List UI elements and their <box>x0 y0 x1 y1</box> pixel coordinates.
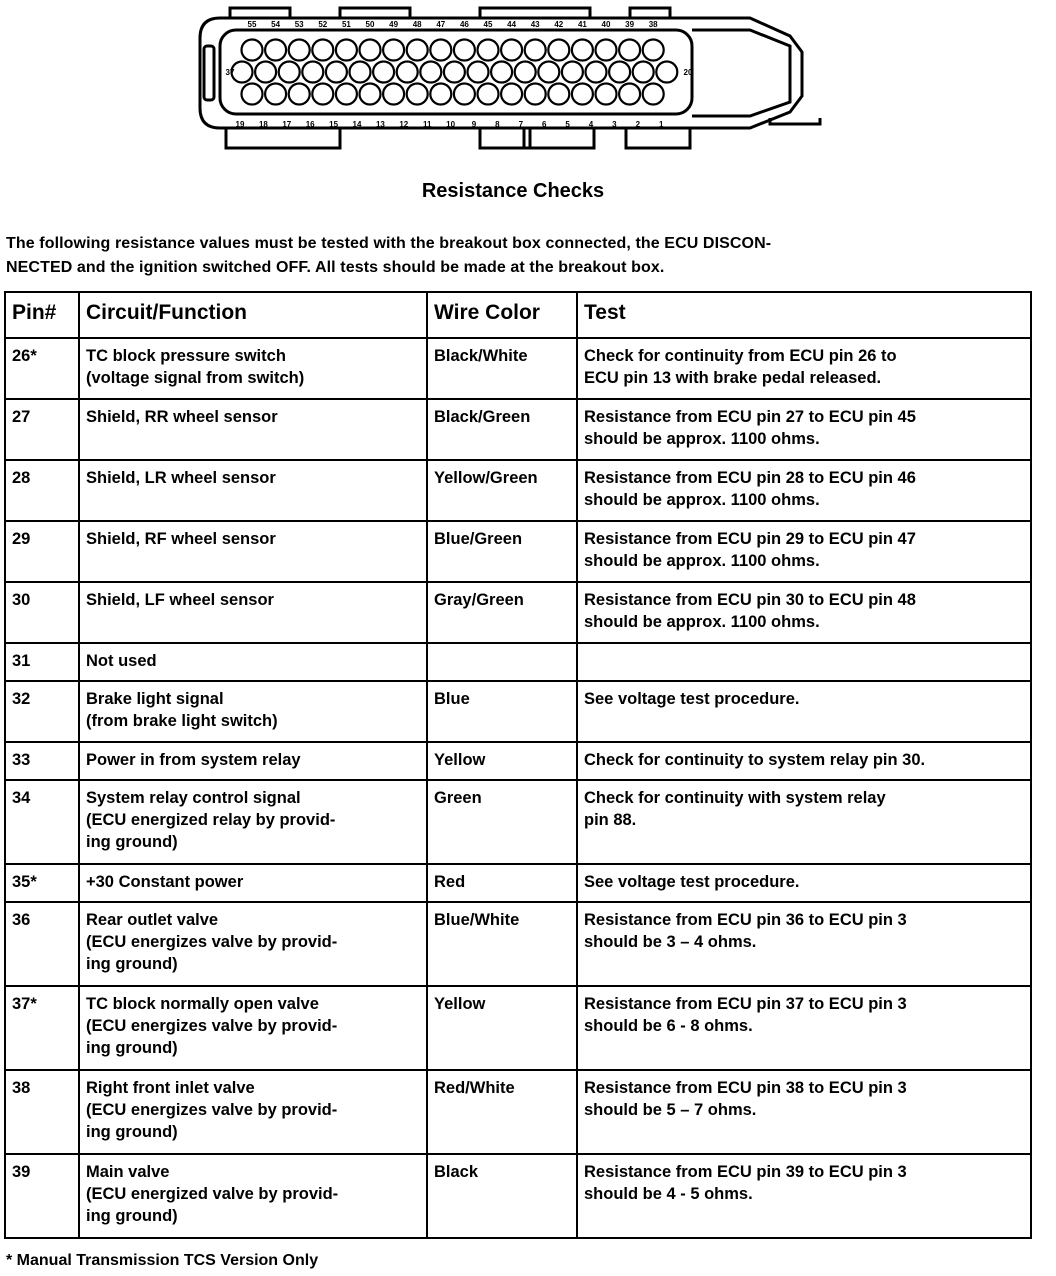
cell-wire-color: Gray/Green <box>427 582 577 643</box>
cell-pin: 33 <box>5 742 79 780</box>
cell-test: Resistance from ECU pin 30 to ECU pin 48 should be approx. 1100 ohms. <box>577 582 1031 643</box>
connector-pin <box>491 62 512 83</box>
connector-pin <box>596 84 617 105</box>
top-pin-number: 38 <box>648 20 658 29</box>
connector-pin <box>360 40 381 61</box>
cell-circuit: Shield, LR wheel sensor <box>79 460 427 521</box>
top-pin-number: 51 <box>341 20 351 29</box>
connector-bottom-tab <box>226 128 340 148</box>
cell-test: Resistance from ECU pin 36 to ECU pin 3 should be 3 – 4 ohms. <box>577 902 1031 986</box>
connector-pin <box>633 62 654 83</box>
connector-pin <box>562 62 583 83</box>
table-row <box>5 986 1031 1070</box>
cell-wire-color: Yellow <box>427 742 577 780</box>
cell-circuit: System relay control signal (ECU energized relay by provid- ing ground) <box>79 780 427 864</box>
cell-wire-color: Black <box>427 1154 577 1238</box>
cell-test: Resistance from ECU pin 37 to ECU pin 3 should be 6 - 8 ohms. <box>577 986 1031 1070</box>
cell-pin: 39 <box>5 1154 79 1238</box>
top-pin-number: 52 <box>318 20 328 29</box>
cell-circuit: Right front inlet valve (ECU energizes valve by provid- ing ground) <box>79 1070 427 1154</box>
header-wire-color: Wire Color <box>427 292 577 338</box>
cell-pin: 27 <box>5 399 79 460</box>
connector-pin <box>454 84 475 105</box>
header-test: Test <box>577 292 1031 338</box>
bottom-pin-number: 15 <box>329 120 339 129</box>
intro-line-2: NECTED and the ignition switched OFF. All tests should be made at the breakout box. <box>6 259 665 276</box>
connector-pin <box>643 84 664 105</box>
connector-pin <box>265 40 286 61</box>
cell-test: Check for continuity to system relay pin 30. <box>577 742 1031 780</box>
top-pin-number: 45 <box>483 20 493 29</box>
bottom-pin-number: 6 <box>541 120 547 129</box>
connector-pin <box>397 62 418 83</box>
connector-pin <box>420 62 441 83</box>
cell-test: See voltage test procedure. <box>577 864 1031 902</box>
bottom-pin-number: 11 <box>422 120 432 129</box>
connector-pin <box>444 62 465 83</box>
connector-pin <box>289 84 310 105</box>
connector-pin <box>336 84 357 105</box>
cell-circuit: Shield, LF wheel sensor <box>79 582 427 643</box>
connector-pin <box>525 40 546 61</box>
bottom-pin-number: 8 <box>495 120 500 129</box>
bottom-pin-number: 9 <box>471 120 477 129</box>
cell-circuit: Shield, RF wheel sensor <box>79 521 427 582</box>
connector-pin <box>312 84 333 105</box>
connector-pin <box>538 62 559 83</box>
cell-wire-color <box>427 643 577 681</box>
connector-pin <box>596 40 617 61</box>
cell-test: See voltage test procedure. <box>577 681 1031 742</box>
top-pin-number: 42 <box>554 20 564 29</box>
table-row <box>5 1154 1031 1238</box>
cell-wire-color: Black/White <box>427 338 577 399</box>
cell-wire-color: Blue/Green <box>427 521 577 582</box>
left-pin-label: 37 <box>225 68 235 77</box>
cell-pin: 37* <box>5 986 79 1070</box>
connector-pin <box>289 40 310 61</box>
connector-pin <box>383 40 404 61</box>
connector-pin <box>430 84 451 105</box>
cell-pin: 30 <box>5 582 79 643</box>
header-circuit: Circuit/Function <box>79 292 427 338</box>
connector-right-shroud <box>692 30 790 116</box>
connector-pin <box>242 84 263 105</box>
ecu-connector-diagram <box>190 6 830 156</box>
table-row <box>5 399 1031 460</box>
cell-test: Resistance from ECU pin 39 to ECU pin 3 should be 4 - 5 ohms. <box>577 1154 1031 1238</box>
connector-pin <box>373 62 394 83</box>
cell-circuit: Brake light signal (from brake light switch) <box>79 681 427 742</box>
cell-wire-color: Yellow/Green <box>427 460 577 521</box>
connector-pin <box>515 62 536 83</box>
bottom-pin-number: 1 <box>658 120 664 129</box>
cell-circuit: Not used <box>79 643 427 681</box>
connector-pin <box>572 84 593 105</box>
table-row <box>5 864 1031 902</box>
cell-pin: 34 <box>5 780 79 864</box>
page-title: Resistance Checks <box>421 180 605 202</box>
table-header-row <box>5 292 1031 338</box>
cell-test: Resistance from ECU pin 38 to ECU pin 3 should be 5 – 7 ohms. <box>577 1070 1031 1154</box>
connector-pin <box>265 84 286 105</box>
cell-pin: 36 <box>5 902 79 986</box>
cell-circuit: Rear outlet valve (ECU energizes valve by provid- ing ground) <box>79 902 427 986</box>
connector-pin <box>619 84 640 105</box>
cell-pin: 32 <box>5 681 79 742</box>
connector-pin <box>656 62 677 83</box>
cell-pin: 28 <box>5 460 79 521</box>
connector-pin <box>242 40 263 61</box>
cell-pin: 26* <box>5 338 79 399</box>
bottom-pin-number: 2 <box>635 120 641 129</box>
table-row <box>5 338 1031 399</box>
cell-wire-color: Yellow <box>427 986 577 1070</box>
connector-bottom-tab <box>524 128 594 148</box>
intro-paragraph <box>6 232 1022 280</box>
table-row <box>5 780 1031 864</box>
cell-circuit: TC block normally open valve (ECU energizes valve by provid- ing ground) <box>79 986 427 1070</box>
bottom-pin-number: 10 <box>446 120 456 129</box>
connector-pin <box>468 62 489 83</box>
cell-pin: 29 <box>5 521 79 582</box>
top-pin-number: 49 <box>389 20 399 29</box>
cell-test: Check for continuity from ECU pin 26 to ECU pin 13 with brake pedal released. <box>577 338 1031 399</box>
connector-pin <box>478 84 499 105</box>
top-pin-number: 44 <box>507 20 517 29</box>
connector-pin <box>501 84 522 105</box>
footnote: * Manual Transmission TCS Version Only <box>6 1252 319 1269</box>
top-pin-number: 47 <box>436 20 446 29</box>
header-pin: Pin# <box>5 292 79 338</box>
table-row <box>5 902 1031 986</box>
top-pin-number: 55 <box>247 20 257 29</box>
cell-circuit: Main valve (ECU energized valve by provid- ing ground) <box>79 1154 427 1238</box>
cell-wire-color: Red <box>427 864 577 902</box>
cell-wire-color: Green <box>427 780 577 864</box>
right-pin-label: 20 <box>683 68 693 77</box>
top-pin-number: 40 <box>601 20 611 29</box>
cell-pin: 31 <box>5 643 79 681</box>
table-row <box>5 1070 1031 1154</box>
bottom-pin-number: 12 <box>399 120 409 129</box>
top-pin-number: 50 <box>365 20 375 29</box>
connector-pin <box>478 40 499 61</box>
connector-pin <box>430 40 451 61</box>
connector-pin <box>302 62 323 83</box>
connector-pin <box>255 62 276 83</box>
table-row <box>5 582 1031 643</box>
cell-circuit: Power in from system relay <box>79 742 427 780</box>
top-pin-number: 39 <box>625 20 635 29</box>
bottom-pin-number: 16 <box>305 120 315 129</box>
connector-pin <box>548 84 569 105</box>
connector-pin <box>501 40 522 61</box>
connector-pin <box>643 40 664 61</box>
cell-test: Resistance from ECU pin 28 to ECU pin 46 should be approx. 1100 ohms. <box>577 460 1031 521</box>
connector-pin <box>336 40 357 61</box>
bottom-pin-number: 13 <box>375 120 385 129</box>
connector-pin <box>312 40 333 61</box>
cell-wire-color: Blue <box>427 681 577 742</box>
connector-pin <box>232 62 253 83</box>
connector-pin <box>407 84 428 105</box>
connector-bottom-tab <box>626 128 690 148</box>
intro-line-1: The following resistance values must be tested with the breakout box connected, the ECU DISCON- <box>6 235 772 252</box>
cell-test <box>577 643 1031 681</box>
cell-wire-color: Black/Green <box>427 399 577 460</box>
connector-pin <box>383 84 404 105</box>
cell-circuit: TC block pressure switch (voltage signal from switch) <box>79 338 427 399</box>
cell-circuit: Shield, RR wheel sensor <box>79 399 427 460</box>
cell-pin: 38 <box>5 1070 79 1154</box>
cell-test: Check for continuity with system relay pin 88. <box>577 780 1031 864</box>
cell-circuit: +30 Constant power <box>79 864 427 902</box>
cell-wire-color: Blue/White <box>427 902 577 986</box>
bottom-pin-number: 14 <box>352 120 362 129</box>
connector-latch <box>204 46 214 100</box>
connector-pin <box>279 62 300 83</box>
connector-pin <box>360 84 381 105</box>
bottom-pin-number: 19 <box>235 120 245 129</box>
bottom-pin-number: 4 <box>588 120 594 129</box>
table-row <box>5 643 1031 681</box>
bottom-pin-number: 5 <box>565 120 570 129</box>
table-row <box>5 681 1031 742</box>
cell-pin: 35* <box>5 864 79 902</box>
top-pin-number: 41 <box>577 20 587 29</box>
connector-pin <box>525 84 546 105</box>
bottom-pin-number: 7 <box>518 120 524 129</box>
connector-pin <box>326 62 347 83</box>
connector-pin <box>609 62 630 83</box>
top-pin-number: 53 <box>294 20 304 29</box>
connector-pin <box>572 40 593 61</box>
top-pin-number: 54 <box>271 20 281 29</box>
cell-test: Resistance from ECU pin 27 to ECU pin 45 should be approx. 1100 ohms. <box>577 399 1031 460</box>
top-pin-number: 48 <box>412 20 422 29</box>
connector-pin <box>350 62 371 83</box>
connector-pin <box>407 40 428 61</box>
table-row <box>5 521 1031 582</box>
connector-pin <box>586 62 607 83</box>
bottom-pin-number: 18 <box>258 120 268 129</box>
cell-wire-color: Red/White <box>427 1070 577 1154</box>
top-pin-number: 43 <box>530 20 540 29</box>
cell-test: Resistance from ECU pin 29 to ECU pin 47 should be approx. 1100 ohms. <box>577 521 1031 582</box>
bottom-pin-number: 17 <box>282 120 292 129</box>
connector-pin <box>548 40 569 61</box>
resistance-table <box>4 291 1032 1239</box>
table-row <box>5 460 1031 521</box>
table-row <box>5 742 1031 780</box>
connector-pin <box>619 40 640 61</box>
connector-clip <box>770 118 820 124</box>
bottom-pin-number: 3 <box>612 120 617 129</box>
connector-pin <box>454 40 475 61</box>
top-pin-number: 46 <box>459 20 469 29</box>
